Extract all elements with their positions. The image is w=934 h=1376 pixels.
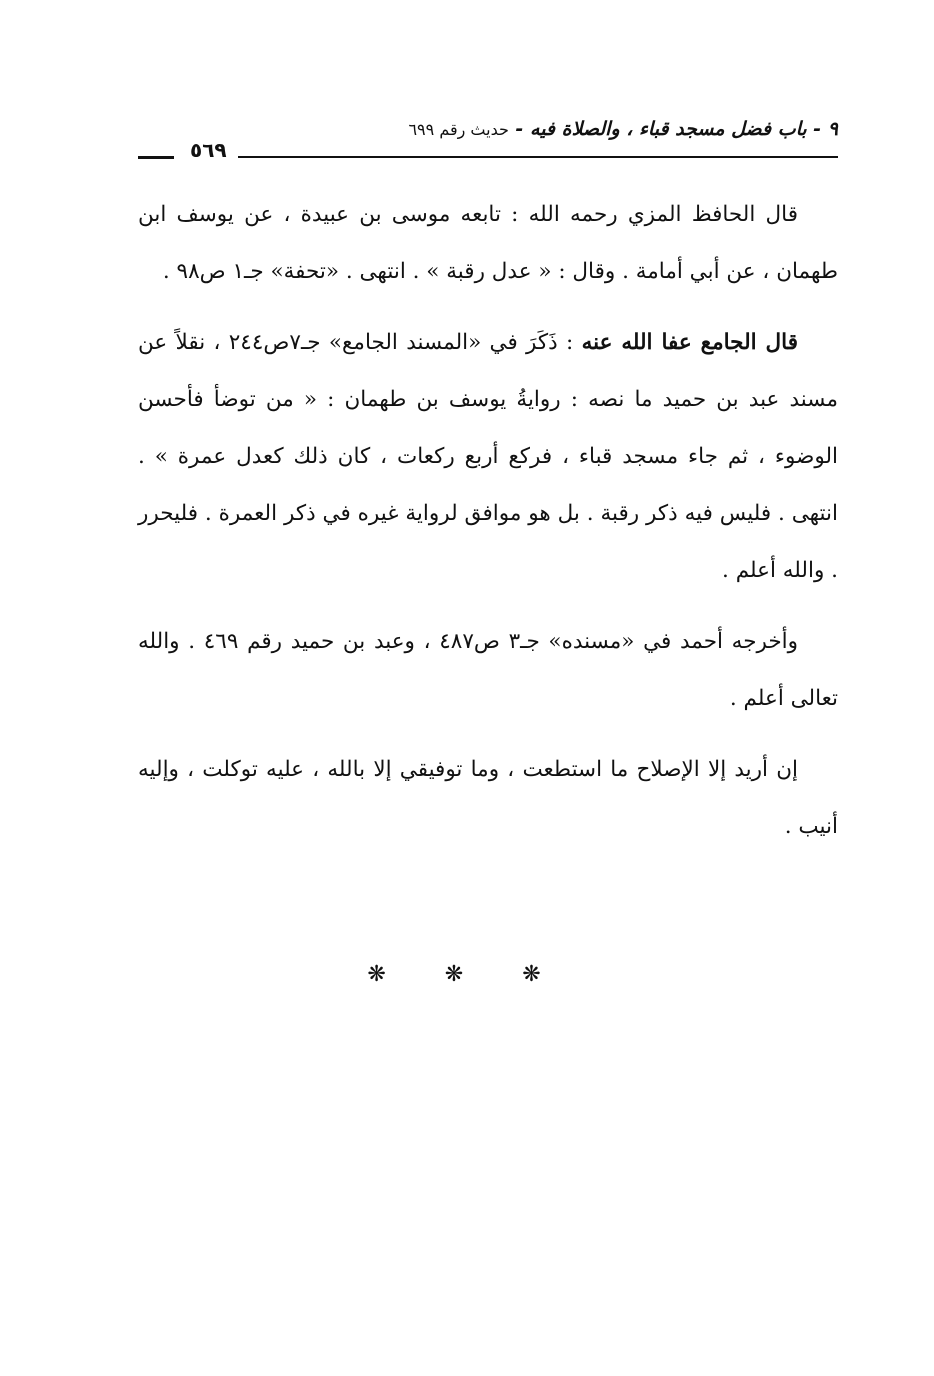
section-separator: ❋ ❋ ❋ (367, 962, 567, 987)
chapter-title (408, 118, 838, 140)
paragraph-jami (138, 314, 838, 599)
hadith-reference: حديث رقم ٦٩٩ (408, 120, 509, 139)
page-body (138, 186, 838, 869)
paragraph-jami-body: : ذَكَرَ في «المسند الجامع» جـ٧ص٢٤٤ ، نقلاً عن مسند عبد بن حميد ما نصه : روايةُ يوسف بن طهمان : « من توضأ فأحسن الوضوء ، ثم جاء مسجد قباء ، فركع أربع ركعات ، كان ذلك كعدل عمرة » . انتهى . فليس فيه ذكر رقبة . بل هو موافق لرواية غيره في ذكر العمرة . فليحرر . والله أعلم . (138, 330, 838, 583)
chapter-title-text: ٩ - باب فضل مسجد قباء ، والصلاة فيه - (508, 118, 838, 140)
page-number-dash (138, 156, 174, 159)
page-number: ٥٦٩ (190, 138, 227, 162)
paragraph-mizzi: قال الحافظ المزي رحمه الله : تابعه موسى بن عبيدة ، عن يوسف ابن طهمان ، عن أبي أمامة . وقال : « عدل رقبة » . انتهى . «تحفة» جـ١ ص٩٨ . (138, 202, 838, 284)
header-rule (238, 156, 838, 158)
running-header (138, 118, 838, 162)
paragraph-closing: إن أريد إلا الإصلاح ما استطعت ، وما توفيقي إلا بالله ، عليه توكلت ، وإليه أنيب . (138, 757, 838, 839)
paragraph-takhrij: وأخرجه أحمد في «مسنده» جـ٣ ص٤٨٧ ، وعبد بن حميد رقم ٤٦٩ . والله تعالى أعلم . (138, 629, 838, 711)
paragraph-lead: قال الجامع عفا الله عنه (581, 330, 798, 355)
